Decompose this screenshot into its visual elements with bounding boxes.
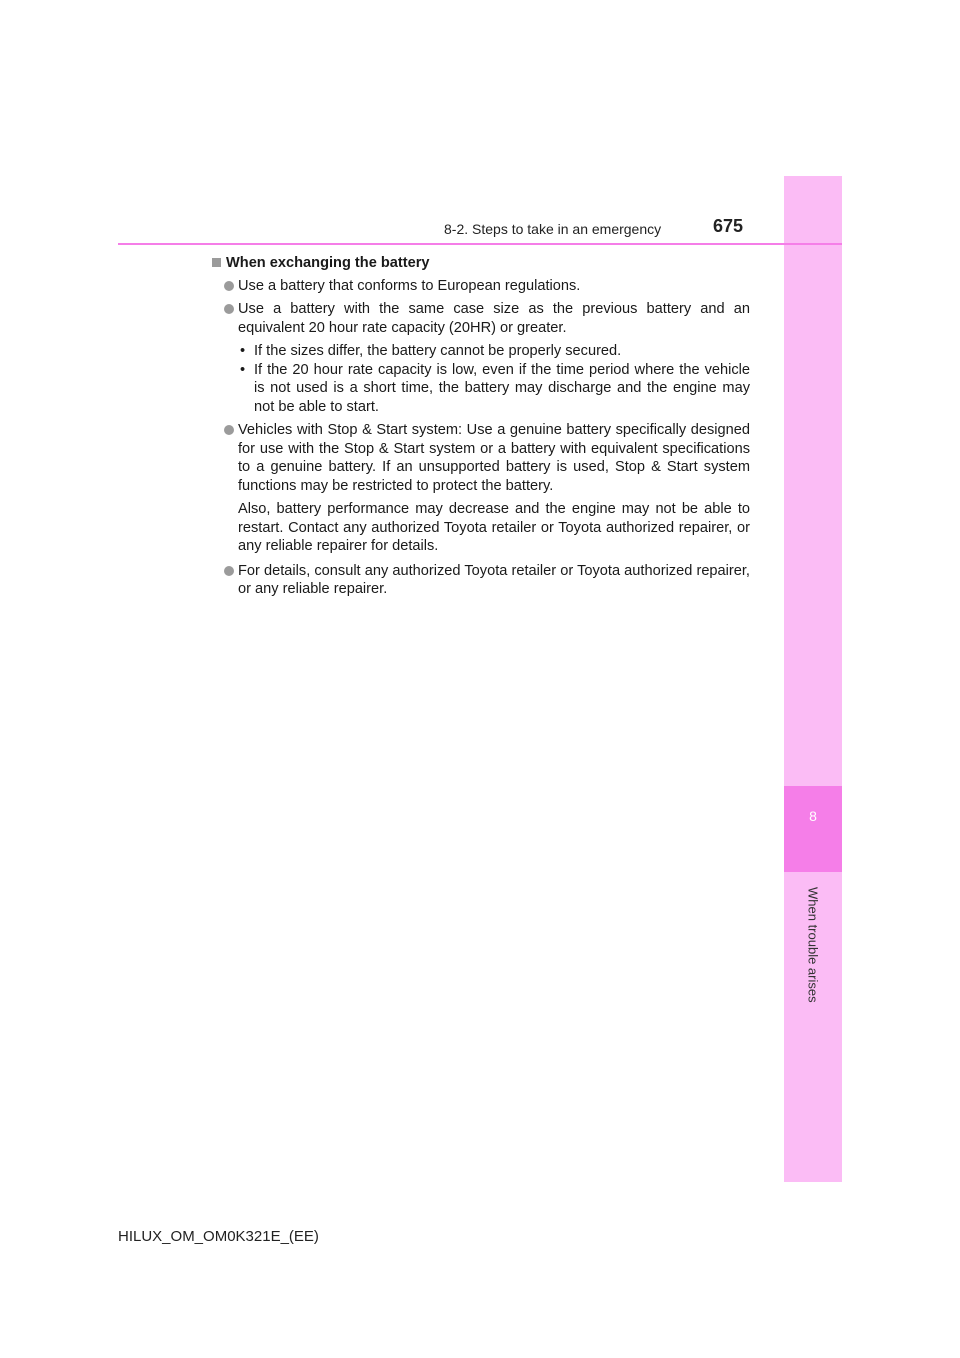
header-divider	[118, 243, 842, 245]
list-item	[210, 421, 750, 495]
heading-text: When exchanging the battery	[226, 255, 430, 271]
sub-list-item	[238, 342, 750, 361]
chapter-number: 8	[809, 808, 817, 824]
circle-bullet-icon	[224, 425, 234, 435]
sub-text: If the 20 hour rate capacity is low, even if the time period where the vehicle is not used is a short time, the battery may discharge and the engine may not be able to start.	[254, 361, 750, 415]
section-title: 8-2. Steps to take in an emergency	[444, 221, 662, 237]
dot-bullet-icon: •	[240, 361, 246, 378]
bullet-text: Use a battery that conforms to European regulations.	[238, 277, 581, 294]
chapter-title: When trouble arises	[805, 887, 821, 1003]
section-heading	[210, 254, 750, 273]
circle-bullet-icon	[224, 304, 234, 314]
bullet-text: Use a battery with the same case size as the previous battery and an equivalent 20 hour rate capacity (20HR) or greater.	[238, 301, 750, 336]
document-code: HILUX_OM_OM0K321E_(EE)	[118, 1228, 319, 1245]
bullet-text: For details, consult any authorized Toyota retailer or Toyota authorized repairer, or any reliable repairer.	[238, 562, 750, 597]
square-bullet-icon	[212, 258, 221, 267]
page-number: 675	[713, 216, 744, 236]
list-item	[210, 277, 750, 296]
bullet-continuation: Also, battery performance may decrease and the engine may not be able to restart. Contact any authorized Toyota retailer or Toyota authorized repairer, or any reliable repairer for details.	[238, 501, 750, 554]
sub-list	[238, 342, 750, 416]
list-item	[210, 300, 750, 337]
list-item	[210, 562, 750, 599]
dot-bullet-icon: •	[240, 343, 246, 359]
circle-bullet-icon	[224, 281, 234, 291]
side-strip	[784, 176, 842, 1182]
bullet-text: Vehicles with Stop & Start system: Use a genuine battery specifically designed for use with the Stop & Start system or a battery with equivalent specifications to a genuine battery. If an unsupported battery is used, Stop & Start system functions may be restricted to protect the battery.	[238, 422, 750, 494]
sub-text: If the sizes differ, the battery cannot be properly secured.	[254, 343, 622, 359]
page-content	[210, 254, 750, 604]
chapter-title-label	[784, 880, 842, 1010]
chapter-tab	[784, 786, 842, 872]
sub-list-item	[238, 361, 750, 417]
circle-bullet-icon	[224, 566, 234, 576]
